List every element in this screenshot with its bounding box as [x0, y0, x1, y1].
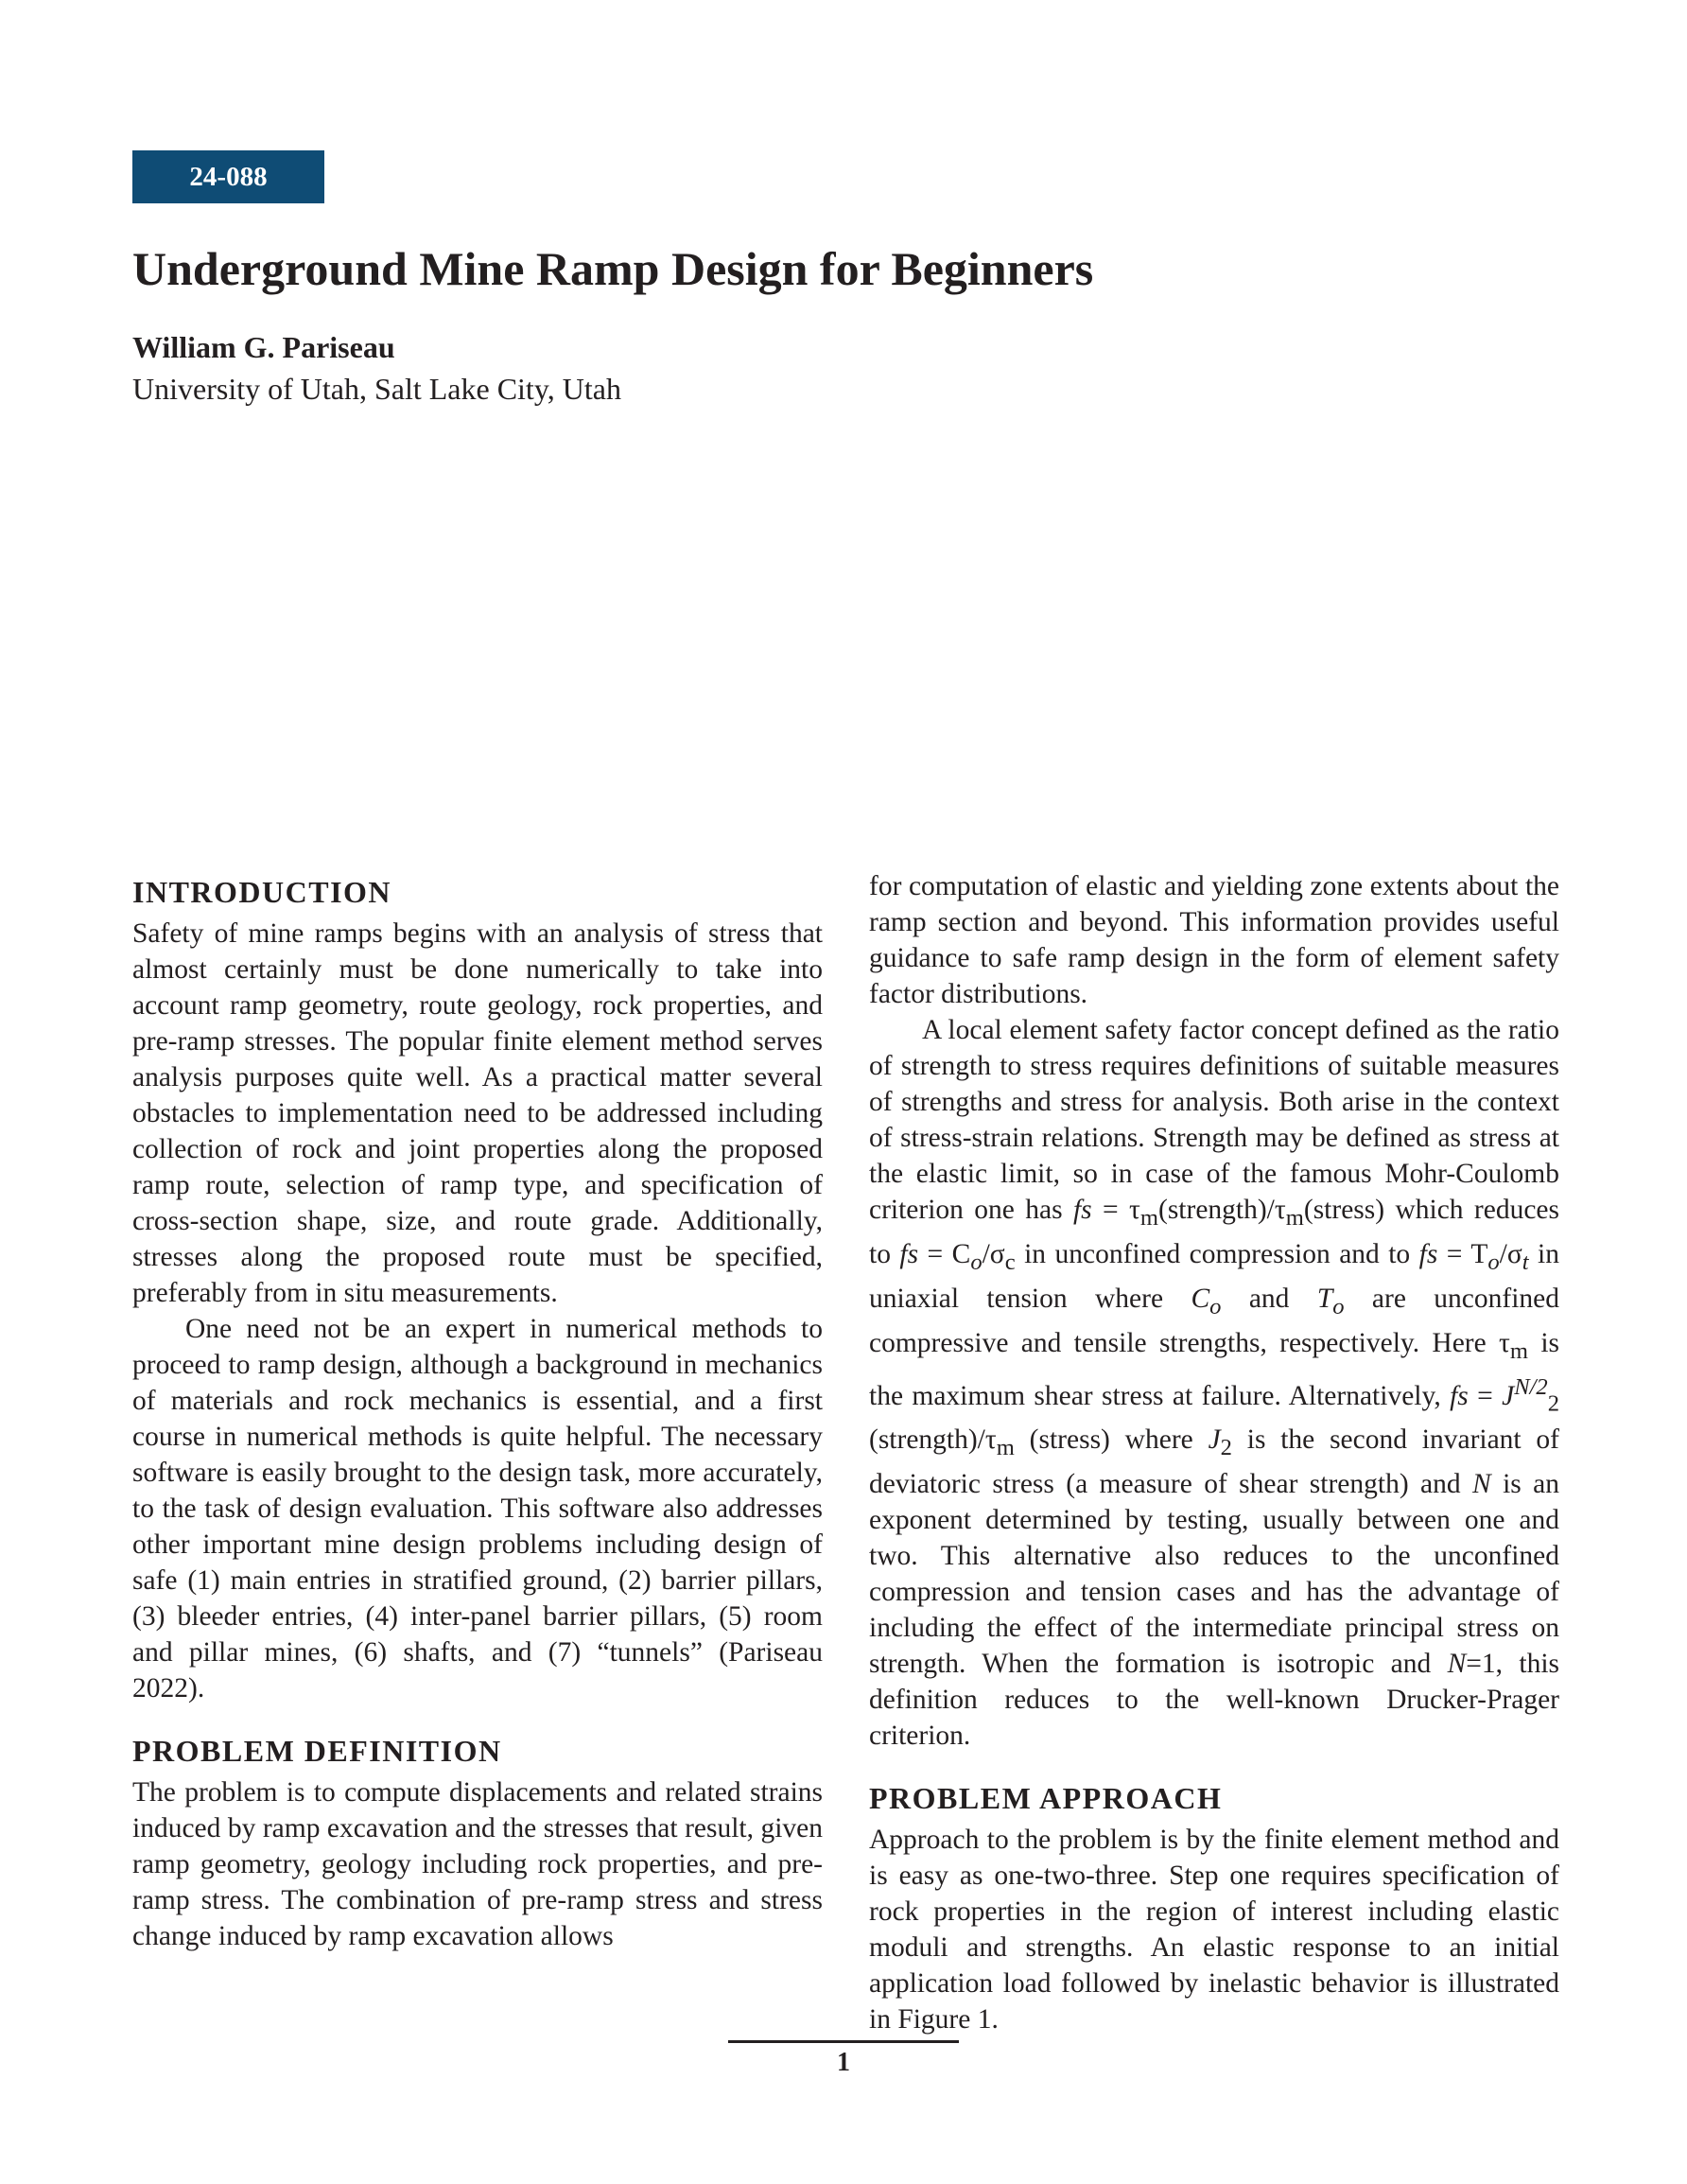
paper-id-badge: [132, 150, 324, 203]
left-column: [132, 868, 823, 1954]
page-number: 1: [837, 2048, 850, 2077]
paper-title: Underground Mine Ramp Design for Beginners: [132, 242, 1094, 295]
author-affiliation: University of Utah, Salt Lake City, Utah: [132, 372, 621, 406]
introduction-heading: INTRODUCTION: [132, 875, 392, 909]
footer-rule: [728, 2040, 959, 2043]
problem-definition-heading: PROBLEM DEFINITION: [132, 1734, 502, 1768]
author-name: William G. Pariseau: [132, 330, 395, 364]
introduction-paragraph-1: Safety of mine ramps begins with an analysis of stress that almost certainly must be done numerically to take into account ramp geometry, route geology, rock properties, and pre-ramp stresses. The popular finite element method serves analysis purposes quite well. As a practical matter several obstacles to implementation need to be addressed including collection of rock and joint properties along the proposed ramp route, selection of ramp type, and specification of cross-section shape, size, and route grade. Additionally, stresses along the proposed route must be specified, preferably from in situ measurements.: [132, 918, 823, 1308]
paper-id: 24-088: [189, 161, 268, 192]
problem-approach-heading: PROBLEM APPROACH: [869, 1781, 1223, 1816]
problem-approach-paragraph: Approach to the problem is by the finite element method and is easy as one-two-three. Step one requires specification of rock properties in the region of interest including elastic moduli and strengths. An elastic response to an initial application load followed by inelastic behavior is illustrated in Figure 1.: [869, 1825, 1559, 2035]
problem-definition-paragraph: The problem is to compute displacements and related strains induced by ramp excavation and the stresses that result, given ramp geometry, geology including rock properties, and pre-ramp stress. The combination of pre-ramp stress and stress change induced by ramp excavation allows: [132, 1777, 823, 1951]
right-column: [869, 868, 1559, 2037]
continuation-paragraph: for computation of elastic and yielding zone extents about the ramp section and beyond. This information provides useful guidance to safe ramp design in the form of element safety factor distributions.: [869, 871, 1559, 1009]
safety-factor-paragraph: A local element safety factor concept defined as the ratio of strength to stress requires definitions of suitable measures of strengths and stress for analysis. Both arise in the context of stress-strain relations. Strength may be defined as stress at the elastic limit, so in case of the famous Mohr-Coulomb criterion one has fs = $\tau_m(strength)/\tau_m(stress)$ which reduces to fs = $C_o/\sigma_c$ in unconfined compression and to fs = $T_o/\sigma_t$ in uniaxial tension where $C_o$ and $T_o$ are unconfined compressive and tensile strengths, respectively. Here $\tau_m$ is the maximum shear stress at failure. Alternatively, fs = $J^{N/2}_2$ $(strength)/\tau_m$ (stress) where $J_2$ is the second invariant of deviatoric stress (a measure of shear strength) and N is an exponent determined by testing, usually between one and two. This alternative also reduces to the unconfined compression and tension cases and has the advantage of including the effect of the intermediate principal stress on strength. When the formation is isotropic and N=1, this definition reduces to the well-known Drucker-Prager criterion.: [869, 1015, 1560, 1752]
introduction-paragraph-2: One need not be an expert in numerical methods to proceed to ramp design, although a background in mechanics of materials and rock mechanics is essential, and a first course in numerical methods is quite helpful. The necessary software is easily brought to the design task, more accurately, to the task of design evaluation. This software also addresses other important mine design problems including design of safe (1) main entries in stratified ground, (2) barrier pillars, (3) bleeder entries, (4) inter-panel barrier pillars, (5) room and pillar mines, (6) shafts, and (7) “tunnels” (Pariseau 2022).: [132, 1314, 823, 1704]
